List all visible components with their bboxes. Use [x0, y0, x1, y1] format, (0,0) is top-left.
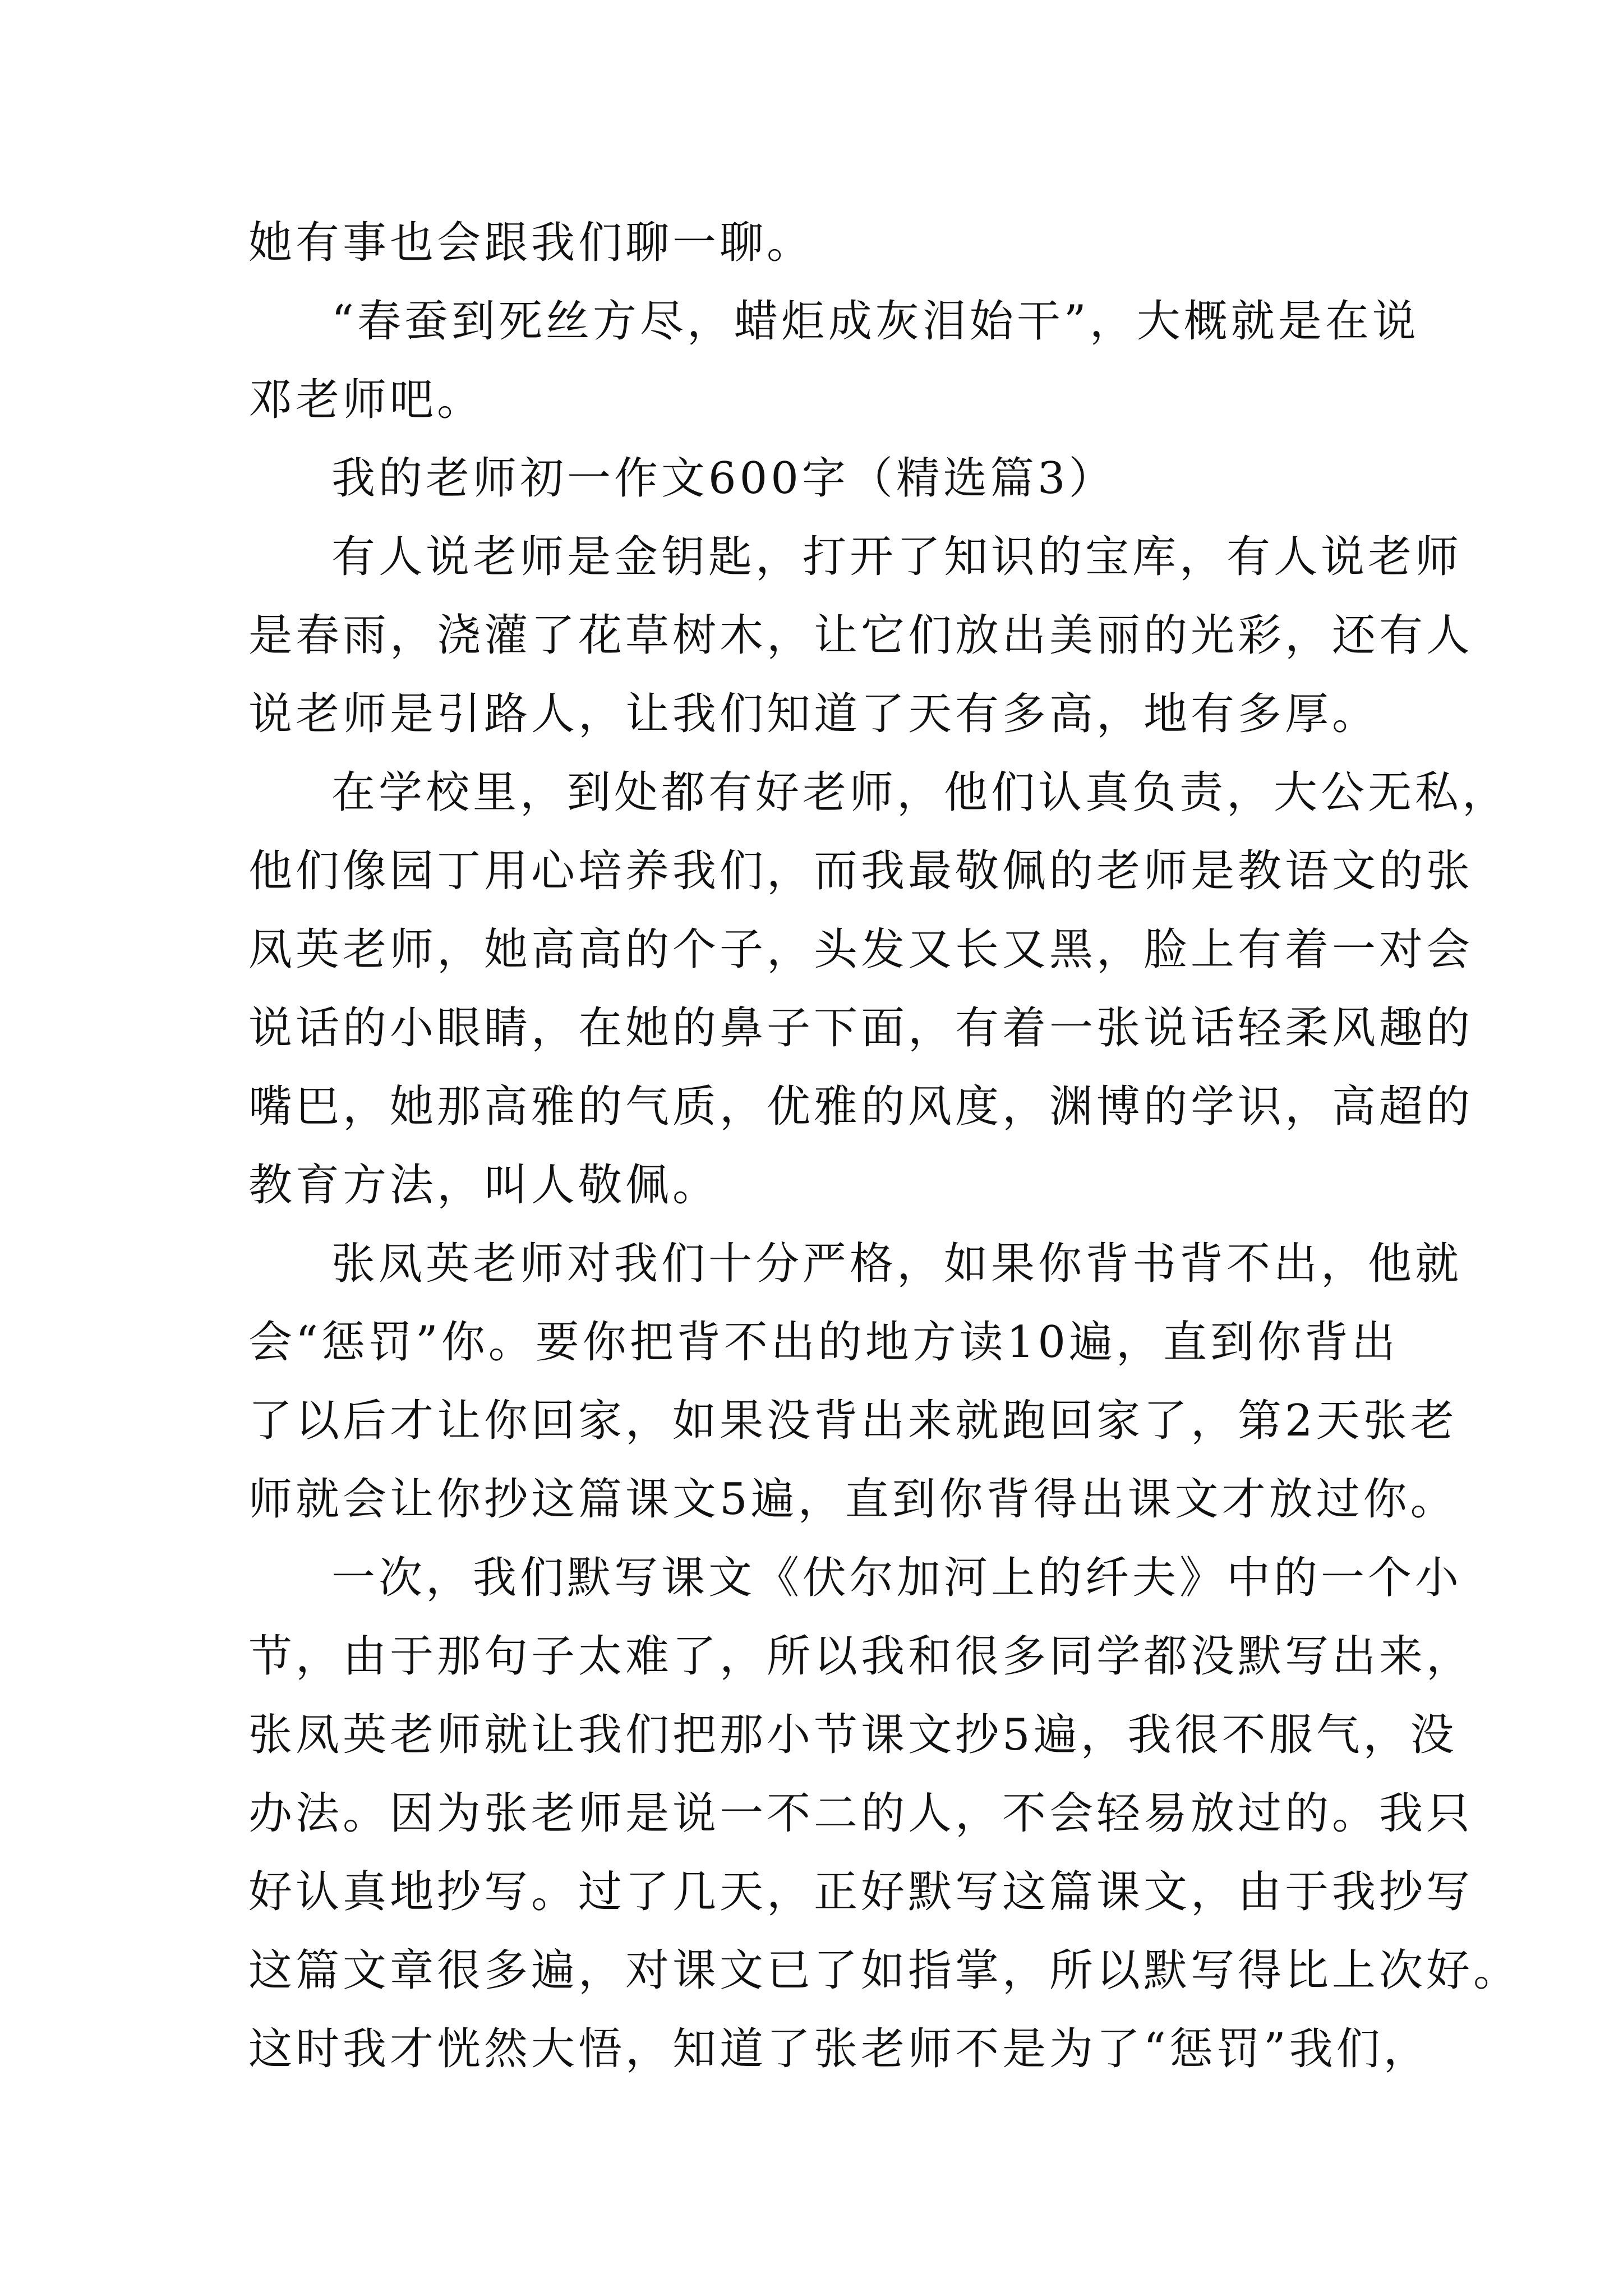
text-line: 张凤英老师就让我们把那小节课文抄5遍，我很不服气，没 — [248, 1710, 1458, 1760]
text-line: 节，由于那句子太难了，所以我和很多同学都没默写出来， — [248, 1631, 1474, 1682]
text-line: 是春雨，浇灌了花草树木，让它们放出美丽的光彩，还有人 — [248, 610, 1474, 661]
text-line: 这时我才恍然大悟，知道了张老师不是为了“惩罚”我们， — [248, 2024, 1431, 2074]
text-line: 好认真地抄写。过了几天，正好默写这篇课文，由于我抄写 — [248, 1867, 1474, 1917]
text-line: 师就会让你抄这篇课文5遍，直到你背得出课文才放过你。 — [248, 1474, 1458, 1525]
text-line: 嘴巴，她那高雅的气质，优雅的风度，渊博的学识，高超的 — [248, 1082, 1474, 1132]
text-line: “春蚕到死丝方尽，蜡炬成灰泪始干”，大概就是在说 — [331, 296, 1419, 347]
text-line: 有人说老师是金钥匙，打开了知识的宝库，有人说老师 — [331, 532, 1463, 582]
text-line: 教育方法，叫人敬佩。 — [248, 1160, 720, 1211]
text-line: 张凤英老师对我们十分严格，如果你背书背不出，他就 — [331, 1239, 1463, 1289]
text-line: 会“惩罚”你。要你把背不出的地方读10遍，直到你背出 — [248, 1317, 1399, 1368]
text-line: 邓老师吧。 — [248, 375, 485, 425]
text-line: 在学校里，到处都有好老师，他们认真负责，大公无私， — [331, 767, 1510, 818]
text-line: 了以后才让你回家，如果没背出来就跑回家了，第2天张老 — [248, 1396, 1458, 1446]
text-line: 他们像园丁用心培养我们，而我最敬佩的老师是教语文的张 — [248, 846, 1474, 896]
text-line: 说老师是引路人，让我们知道了天有多高，地有多厚。 — [248, 689, 1380, 739]
section-heading: 我的老师初一作文600字（精选篇3） — [331, 453, 1116, 504]
text-line: 这篇文章很多遍，对课文已了如指掌，所以默写得比上次好。 — [248, 1945, 1521, 1996]
text-line: 说话的小眼睛，在她的鼻子下面，有着一张说话轻柔风趣的 — [248, 1003, 1474, 1053]
text-line: 办法。因为张老师是说一不二的人，不会轻易放过的。我只 — [248, 1788, 1474, 1839]
text-line: 一次，我们默写课文《伏尔加河上的纤夫》中的一个小 — [331, 1553, 1463, 1603]
text-line: 她有事也会跟我们聊一聊。 — [248, 218, 814, 268]
text-line: 凤英老师，她高高的个子，头发又长又黑，脸上有着一对会 — [248, 924, 1474, 975]
